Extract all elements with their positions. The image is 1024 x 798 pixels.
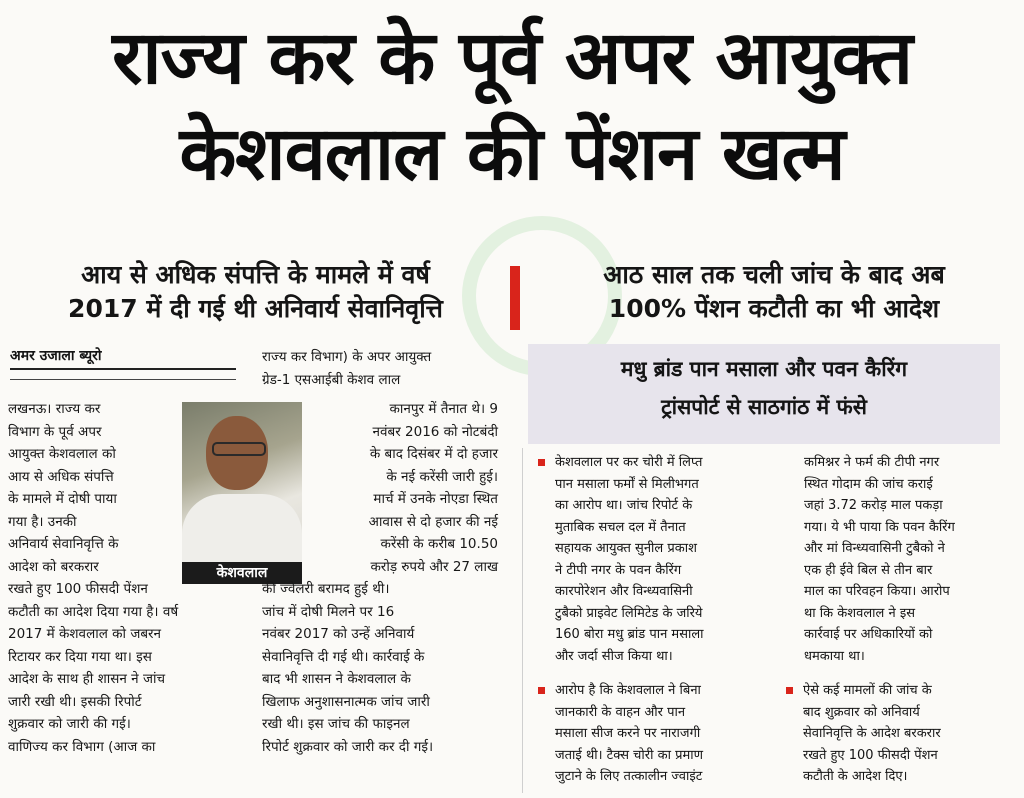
text-line: धमकाया था।	[804, 648, 865, 664]
text-line: का आरोप था। जांच रिपोर्ट के	[555, 498, 693, 513]
divider-bar	[510, 266, 520, 330]
text-line: मसाला सीज करने पर नाराजगी	[555, 726, 701, 741]
bullet-square-icon	[786, 687, 793, 694]
text-line: बाद भी शासन ने केशवलाल के	[262, 671, 411, 687]
panel-title-line: मधु ब्रांड पान मसाला और पवन कैरिंग	[620, 357, 908, 381]
text-line: रखते हुए 100 फीसदी पेंशन	[8, 581, 148, 597]
text-line: माल का परिवहन किया। आरोप	[804, 584, 950, 599]
text-line: बाद शुक्रवार को अनिवार्य	[803, 704, 920, 720]
text-line: करोड़ रुपये और 27 लाख	[370, 558, 498, 575]
headline	[0, 10, 1024, 202]
text-line: 160 बोरा मधु ब्रांड पान मसाला	[555, 627, 704, 642]
text-line: लखनऊ। राज्य कर	[8, 401, 101, 417]
text-line: पान मसाला फर्मों से मिलीभगत	[555, 476, 699, 492]
subheadline-left-line: आय से अधिक संपत्ति के मामले में वर्ष	[81, 260, 430, 289]
text-line: के मामले में दोषी पाया	[8, 491, 117, 507]
sidebar-panel-title	[528, 350, 1000, 426]
text-line: कमिश्नर ने फर्म की टीपी नगर	[804, 455, 940, 470]
article-column-middle-bottom	[262, 578, 498, 758]
text-line: जुटाने के लिए तत्कालीन ज्वाइंट	[555, 769, 703, 784]
text-line: जानकारी के वाहन और पान	[555, 704, 686, 720]
article-column-middle-top	[262, 346, 498, 391]
text-line: आरोप है कि केशवलाल ने बिना	[555, 683, 701, 698]
text-line: गया है। उनकी	[8, 513, 77, 530]
text-line: ग्रेड-1 एसआईबी केशव लाल	[262, 371, 401, 388]
text-line: की ज्वैलरी बरामद हुई थी।	[262, 581, 390, 597]
headline-line-2: केशवलाल की पेंशन खत्म	[179, 111, 845, 197]
text-line: अनिवार्य सेवानिवृत्ति के	[8, 536, 119, 552]
bullet-continuation	[786, 452, 1016, 667]
text-line: कानपुर में तैनात थे। 9	[389, 401, 498, 417]
text-line: जहां 3.72 करोड़ माल पकड़ा	[804, 498, 943, 513]
text-line: आय से अधिक संपत्ति	[8, 468, 114, 485]
text-line: जांच में दोषी मिलने पर 16	[262, 603, 395, 620]
text-line: और जर्दा सीज किया था।	[555, 648, 673, 664]
text-line: था कि केशवलाल ने इस	[804, 605, 915, 621]
text-line: मार्च में उनके नोएडा स्थित	[373, 491, 498, 507]
text-line: सेवानिवृत्ति के आदेश बरकरार	[803, 726, 941, 741]
text-line: शुक्रवार को जारी की गई।	[8, 716, 131, 732]
text-line: के बाद दिसंबर में दो हजार	[369, 446, 498, 462]
text-line: जारी रखी थी। इसकी रिपोर्ट	[8, 693, 142, 710]
text-line: ने टीपी नगर के पवन कैरिंग	[555, 562, 682, 578]
bullet-square-icon	[538, 687, 545, 694]
divider	[10, 368, 236, 370]
text-line: रखते हुए 100 फीसदी पेंशन	[803, 747, 938, 763]
text-line: जताई थी। टैक्स चोरी का प्रमाण	[555, 747, 704, 763]
text-line: नवंबर 2017 को उन्हें अनिवार्य	[262, 626, 415, 642]
text-line: आदेश के साथ ही शासन ने जांच	[8, 671, 166, 687]
text-line: विभाग के पूर्व अपर	[8, 423, 102, 440]
text-line: नवंबर 2016 को नोटबंदी	[372, 423, 498, 440]
subheadline-left	[8, 258, 503, 326]
column-divider	[522, 448, 523, 793]
text-line: टुबैको प्राइवेट लिमिटेड के जरिये	[555, 605, 703, 621]
bullet-item	[786, 680, 1016, 788]
text-line: खिलाफ अनुशासनात्मक जांच जारी	[262, 693, 430, 710]
text-line: रखी थी। इस जांच की फाइनल	[262, 716, 410, 732]
text-line: मुताबिक सचल दल में तैनात	[555, 519, 686, 535]
byline: अमर उजाला ब्यूरो	[10, 348, 102, 364]
panel-title-line: ट्रांसपोर्ट से साठगांठ में फंसे	[661, 395, 867, 419]
article-column-middle-narrow	[262, 398, 498, 578]
text-line: स्थित गोदाम की जांच कराई	[804, 476, 933, 492]
bullet-item	[538, 452, 778, 667]
subheadline-right-line: 100% पेंशन कटौती का भी आदेश	[608, 294, 940, 323]
text-line: रिपोर्ट शुक्रवार को जारी कर दी गई।	[262, 738, 434, 755]
portrait-glasses	[212, 442, 266, 456]
text-line: सहायक आयुक्त सुनील प्रकाश	[555, 541, 697, 556]
text-line: 2017 में केशवलाल को जबरन	[8, 626, 162, 642]
text-line: केशवलाल पर कर चोरी में लिप्त	[555, 455, 703, 470]
text-line: वाणिज्य कर विभाग (आज का	[8, 738, 156, 755]
headline-line-1: राज्य कर के पूर्व अपर आयुक्त	[112, 15, 912, 101]
text-line: आदेश को बरकरार	[8, 558, 99, 575]
text-line: कार्रवाई पर अधिकारियों को	[804, 627, 933, 642]
text-line: सेवानिवृत्ति दी गई थी। कार्रवाई के	[262, 648, 425, 665]
text-line: कटौती का आदेश दिया गया है। वर्ष	[8, 603, 179, 620]
article-column-left-bottom	[8, 578, 248, 758]
bullet-square-icon	[538, 459, 545, 466]
subheadline-right	[530, 258, 1018, 326]
photo-caption: केशवलाल	[182, 562, 302, 584]
text-line: रिटायर कर दिया गया था। इस	[8, 648, 152, 665]
text-line: कटौती के आदेश दिए।	[803, 769, 908, 784]
subheadline-left-line: 2017 में दी गई थी अनिवार्य सेवानिवृत्ति	[68, 294, 443, 323]
divider	[10, 379, 236, 380]
text-line: कारपोरेशन और विन्ध्यवासिनी	[555, 584, 693, 599]
text-line: के नई करेंसी जारी हुई।	[386, 468, 498, 485]
text-line: और मां विन्ध्यवासिनी टुबैको ने	[804, 541, 945, 556]
text-line: गया। ये भी पाया कि पवन कैरिंग	[804, 519, 955, 535]
bullet-item	[538, 680, 778, 788]
text-line: आवास से दो हजार की नई	[368, 513, 498, 530]
article-column-left-top	[8, 398, 178, 578]
text-line: राज्य कर विभाग) के अपर आयुक्त	[262, 349, 432, 365]
text-line: ऐसे कई मामलों की जांच के	[803, 683, 932, 698]
text-line: आयुक्त केशवलाल को	[8, 446, 116, 462]
subheadline-right-line: आठ साल तक चली जांच के बाद अब	[603, 260, 945, 289]
text-line: एक ही ईवे बिल से तीन बार	[804, 562, 933, 578]
text-line: करेंसी के करीब 10.50	[380, 536, 498, 552]
